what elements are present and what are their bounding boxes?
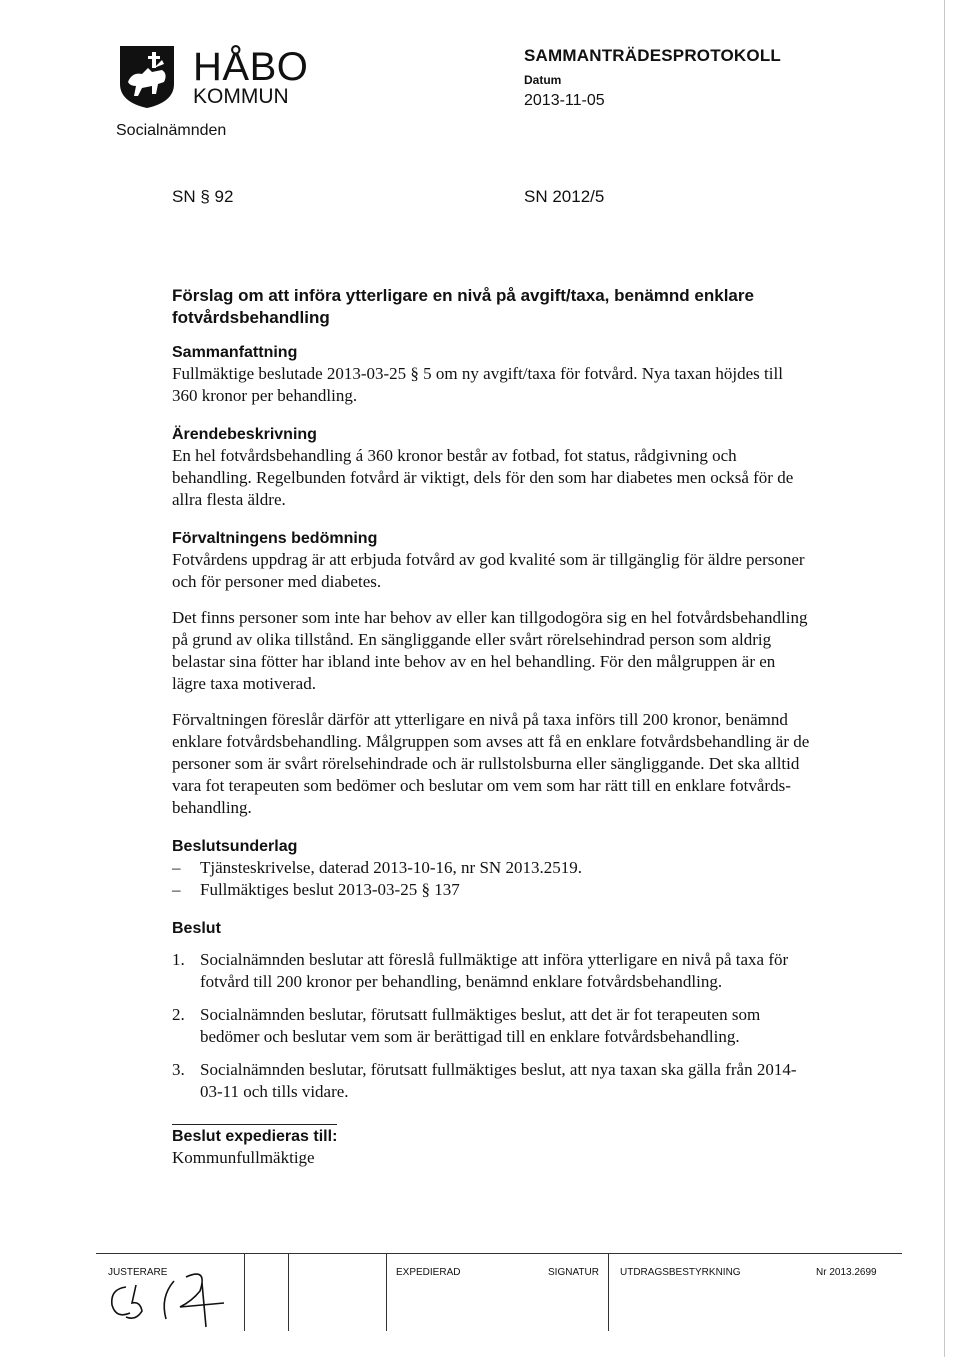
assessment-paragraph-1: Fotvårdens uppdrag är att erbjuda fotvård av god kvalité som är tillgänglig för äldre personer och för personer med diabetes. xyxy=(172,550,805,591)
decision-list xyxy=(172,949,812,1103)
signatur-label: SIGNATUR xyxy=(548,1267,599,1278)
logo-subtitle: KOMMUN xyxy=(193,85,289,108)
expedierad-label: EXPEDIERAD xyxy=(396,1267,461,1278)
distribution-recipient: Kommunfullmäktige xyxy=(172,1148,315,1167)
item-number: 3. xyxy=(172,1060,185,1079)
item-text: Socialnämnden beslutar att föreslå fullmäktige att införa ytterligare en nivå på taxa för fotvård till 200 kronor per behandling, benämnd enklare fotvårdsbehandling. xyxy=(200,950,789,991)
logo-name: HÅBO xyxy=(193,45,309,89)
utdragsbestyrkning-label: UTDRAGSBESTYRKNING xyxy=(620,1267,741,1278)
assessment-paragraph-2: Det finns personer som inte har behov av eller kan tillgodogöra sig en hel fotvårdsbehandling på grund av olika tillstånd. En sängliggande eller svårt rörelsehindrad person som aldrig belastar sina fötter har ibland inte behov av en hel behandling. För den målgruppen är en lägre taxa motiverad. xyxy=(172,608,808,693)
case-number: SN 2012/5 xyxy=(524,187,605,206)
item-text: Socialnämnden beslutar, förutsatt fullmäktiges beslut, att nya taxan ska gälla från 2014-03-11 och tills vidare. xyxy=(200,1060,797,1101)
list-item xyxy=(172,1004,812,1048)
list-item: – Fullmäktiges beslut 2013-03-25 § 137 xyxy=(172,879,812,901)
justerare-label: JUSTERARE xyxy=(108,1267,168,1278)
footer-column-divider xyxy=(386,1253,387,1331)
document-body xyxy=(172,285,812,1169)
basis-heading: Beslutsunderlag xyxy=(172,838,298,855)
document-title: Förslag om att införa ytterligare en nivå på avgift/taxa, benämnd enklare fotvårdsbehandling xyxy=(172,286,754,327)
scan-edge-line xyxy=(944,0,945,1357)
footer-divider xyxy=(96,1253,902,1254)
handwritten-initials xyxy=(96,1257,296,1331)
document-type: SAMMANTRÄDESPROTOKOLL xyxy=(524,46,781,65)
item-text: Socialnämnden beslutar, förutsatt fullmäktiges beslut, att det är fot terapeuten som bedömer och beslutar vem som är berättigad till en enklare fotvårdsbehandling. xyxy=(200,1005,761,1046)
list-item: – Tjänsteskrivelse, daterad 2013-10-16, nr SN 2013.2519. xyxy=(172,857,812,879)
distribution-heading: Beslut expedieras till: xyxy=(172,1124,337,1147)
footer-column-divider xyxy=(608,1253,609,1331)
basis-list xyxy=(172,857,812,901)
decision-heading: Beslut xyxy=(172,920,221,937)
list-item xyxy=(172,949,812,993)
signature-footer xyxy=(96,1253,902,1333)
page-number: Nr 2013.2699 xyxy=(816,1267,877,1278)
description-text: En hel fotvårdsbehandling á 360 kronor består av fotbad, fot status, rådgivning och behandling. Regelbunden fotvård är viktigt, dels för den som har diabetes men också för de allra flesta äldre. xyxy=(172,446,794,509)
list-item xyxy=(172,1059,812,1103)
footer-column-divider xyxy=(244,1253,245,1331)
item-number: 1. xyxy=(172,950,185,969)
date-value: 2013-11-05 xyxy=(524,92,605,109)
municipality-logo-icon xyxy=(118,44,176,110)
assessment-paragraph-3: Förvaltningen föreslår därför att ytterligare en nivå på taxa införs till 200 kronor, benämnd enklare fotvårdsbehandling. Målgruppen som avses att få en enklare fotvårdsbehandling är de personer som är svårt rörelsehindrade och är rullstolsburna eller sängliggande. Det ska alltid vara fot terapeuten som bedömer och beslutar om vem som har rätt till en enklare fotvårds-behandling. xyxy=(172,710,810,817)
description-heading: Ärendebeskrivning xyxy=(172,426,317,443)
assessment-heading: Förvaltningens bedömning xyxy=(172,530,378,547)
paragraph-reference: SN § 92 xyxy=(172,187,234,206)
item-number: 2. xyxy=(172,1005,185,1024)
footer-column-divider xyxy=(288,1253,289,1331)
summary-heading: Sammanfattning xyxy=(172,344,298,361)
summary-text: Fullmäktige beslutade 2013-03-25 § 5 om ny avgift/taxa för fotvård. Nya taxan höjdes till 360 kronor per behandling. xyxy=(172,364,783,405)
date-label: Datum xyxy=(524,73,562,87)
department-name: Socialnämnden xyxy=(116,122,227,139)
